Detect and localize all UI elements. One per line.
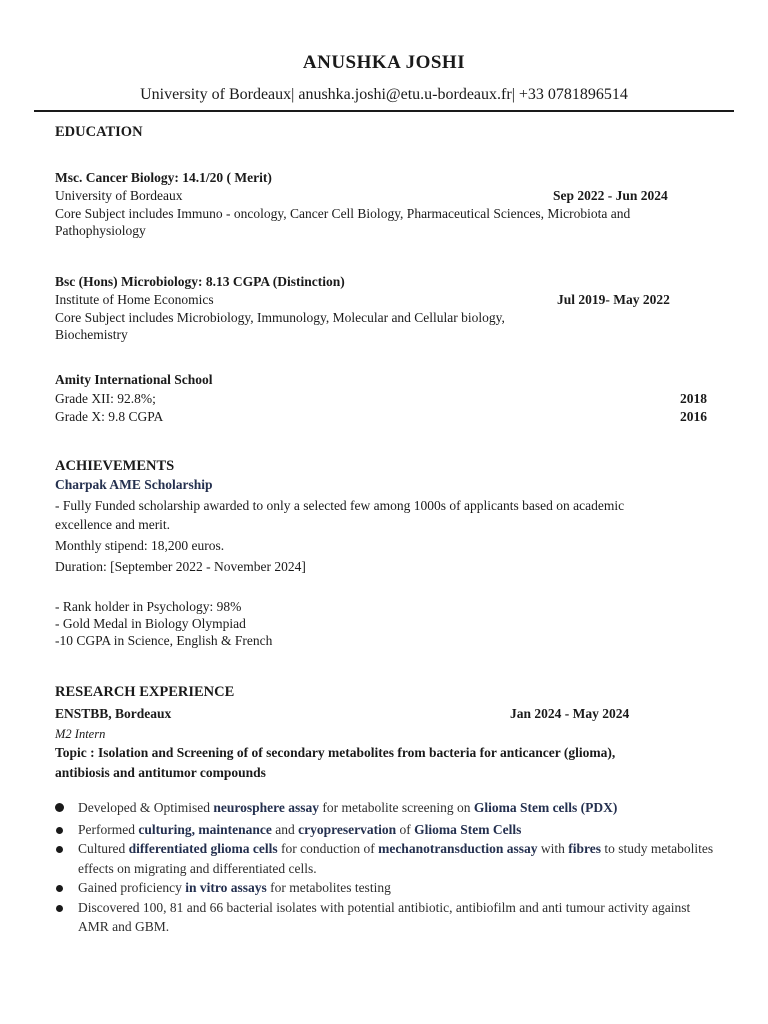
msc-dates: Sep 2022 - Jun 2024	[553, 188, 668, 203]
list-item: Developed & Optimised neurosphere assay for metabolite screening on Glioma Stem cells (PDX)	[56, 798, 716, 818]
achievement-item: - Rank holder in Psychology: 98%	[55, 599, 242, 614]
scholarship-description: - Fully Funded scholarship awarded to only a selected few among 1000s of applicants based on academic	[55, 498, 625, 513]
list-item: Performed culturing, maintenance and cryopreservation of Glioma Stem Cells	[56, 820, 716, 840]
bsc-title: Bsc (Hons) Microbiology: 8.13 CGPA (Distinction)	[55, 274, 345, 289]
grade-10: Grade X: 9.8 CGPA	[55, 409, 164, 424]
achievements-heading: ACHIEVEMENTS	[55, 458, 175, 474]
bullet-icon	[56, 846, 63, 853]
education-heading: EDUCATION	[55, 124, 143, 140]
msc-core-subjects-cont: Pathophysiology	[55, 223, 146, 238]
bsc-institution: Institute of Home Economics	[55, 292, 214, 307]
achievement-item: - Gold Medal in Biology Olympiad	[55, 616, 246, 631]
grade-12: Grade XII: 92.8%;	[55, 391, 156, 406]
grade-10-year: 2016	[680, 409, 707, 424]
scholarship-description-cont: excellence and merit.	[55, 517, 171, 532]
research-bullet-list	[56, 798, 716, 937]
achievement-item: -10 CGPA in Science, English & French	[55, 633, 273, 648]
bsc-core-subjects-cont: Biochemistry	[55, 327, 128, 342]
msc-title: Msc. Cancer Biology: 14.1/20 ( Merit)	[55, 170, 272, 185]
research-dates: Jan 2024 - May 2024	[510, 706, 630, 721]
scholarship-stipend: Monthly stipend: 18,200 euros.	[55, 538, 225, 553]
research-role: M2 Intern	[55, 727, 106, 741]
bullet-icon	[55, 803, 64, 812]
candidate-name: ANUSHKA JOSHI	[302, 52, 466, 73]
msc-core-subjects: Core Subject includes Immuno - oncology, Cancer Cell Biology, Pharmaceutical Sciences, Microbiota and	[55, 206, 631, 221]
research-topic: Topic : Isolation and Screening of of secondary metabolites from bacteria for anticancer (glioma),	[55, 745, 616, 760]
list-item: Gained proficiency in vitro assays for metabolites testing	[56, 878, 716, 898]
list-item: Cultured differentiated glioma cells for conduction of mechanotransduction assay with fibres to study metabolites effects on migrating and differentiated cells.	[56, 839, 716, 878]
msc-institution: University of Bordeaux	[55, 188, 183, 203]
bsc-dates: Jul 2019- May 2022	[557, 292, 670, 307]
bsc-core-subjects: Core Subject includes Microbiology, Immunology, Molecular and Cellular biology,	[55, 310, 505, 325]
school-title: Amity International School	[55, 372, 213, 387]
bullet-icon	[56, 827, 63, 834]
scholarship-duration: Duration: [September 2022 - November 2024]	[55, 559, 306, 574]
grade-12-year: 2018	[680, 391, 707, 406]
list-item: Discovered 100, 81 and 66 bacterial isolates with potential antibiotic, antibiofilm and anti tumour activity against AMR and GBM.	[56, 898, 716, 937]
bullet-icon	[56, 905, 63, 912]
research-topic-cont: antibiosis and antitumor compounds	[55, 765, 266, 780]
research-organization: ENSTBB, Bordeaux	[55, 706, 172, 721]
header-divider	[34, 110, 734, 112]
bullet-icon	[56, 885, 63, 892]
scholarship-title: Charpak AME Scholarship	[55, 477, 213, 492]
contact-line: University of Bordeaux| anushka.joshi@etu.u-bordeaux.fr| +33 0781896514	[140, 86, 628, 103]
research-heading: RESEARCH EXPERIENCE	[55, 684, 235, 700]
